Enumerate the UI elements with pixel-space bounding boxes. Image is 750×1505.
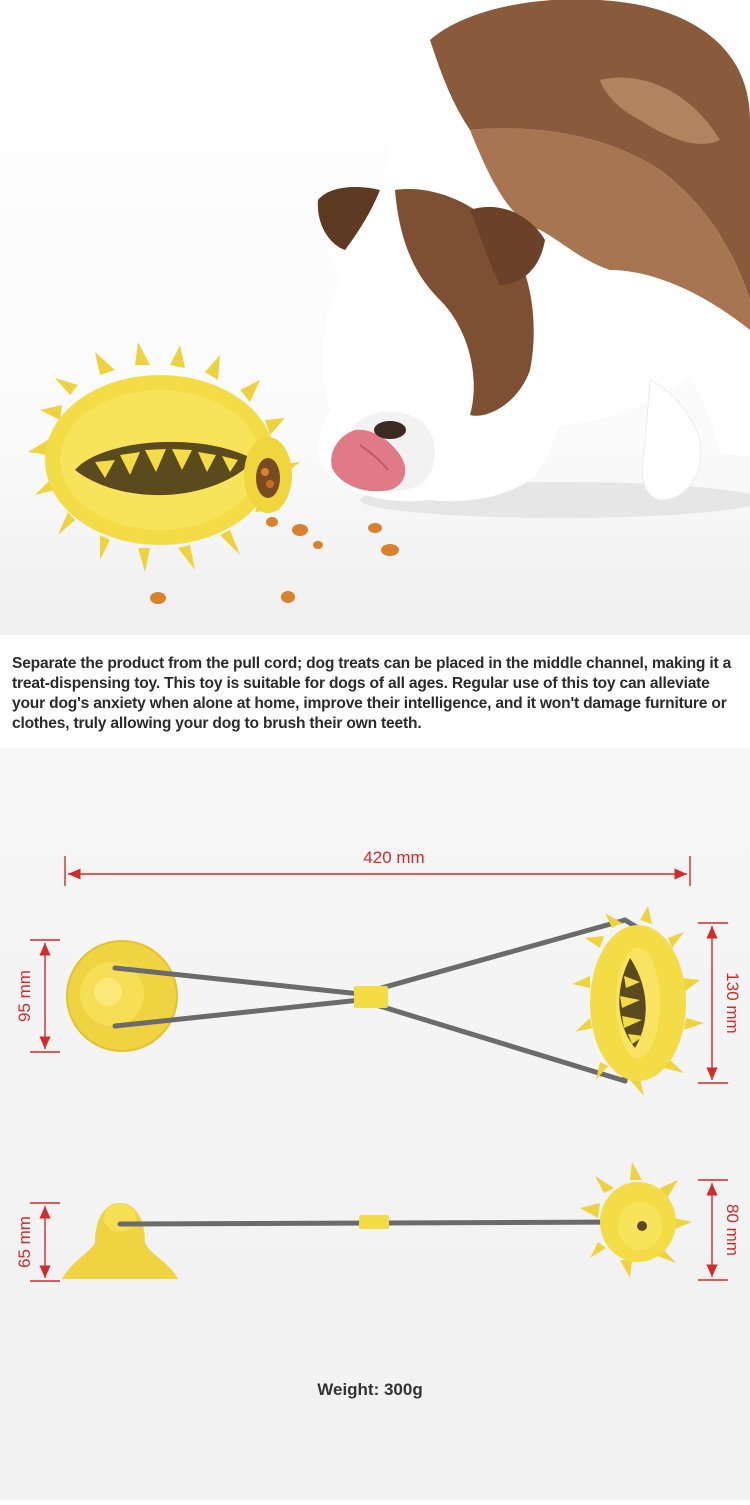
suction-cup-height-label: 65 mm bbox=[15, 1216, 34, 1268]
product-lifestyle-photo bbox=[0, 0, 750, 635]
length-label: 420 mm bbox=[363, 848, 425, 867]
toy-length-dimension bbox=[698, 923, 742, 1083]
suction-cup-diameter-dimension bbox=[15, 940, 60, 1052]
toy-diameter-dimension bbox=[698, 1180, 742, 1280]
top-view-product bbox=[67, 906, 704, 1096]
dog-with-toy-illustration bbox=[0, 0, 750, 635]
dimensions-section bbox=[0, 748, 750, 1500]
suction-cup-height-dimension bbox=[15, 1203, 60, 1281]
toy-diameter-label: 80 mm bbox=[723, 1204, 742, 1256]
description-section bbox=[0, 635, 750, 748]
suction-cup-diameter-label: 95 mm bbox=[15, 970, 34, 1022]
weight-text: Weight: 300g bbox=[317, 1380, 423, 1399]
weight-label bbox=[0, 1380, 750, 1400]
side-view-product bbox=[62, 1162, 692, 1279]
yellow-chew-toy bbox=[28, 342, 300, 572]
bulldog-image bbox=[318, 0, 750, 501]
toy-length-label: 130 mm bbox=[723, 972, 742, 1034]
length-dimension bbox=[65, 848, 690, 886]
product-description: Separate the product from the pull cord; dog treats can be placed in the middle channel, making it a treat-dispensing toy. This toy is suitable for dogs of all ages. Regular use of this toy can alleviate your dog's anxiety when alone at home, improve their intelligence, and it won't damage furniture or clothes, truly allowing your dog to brush their own teeth. bbox=[12, 655, 732, 732]
